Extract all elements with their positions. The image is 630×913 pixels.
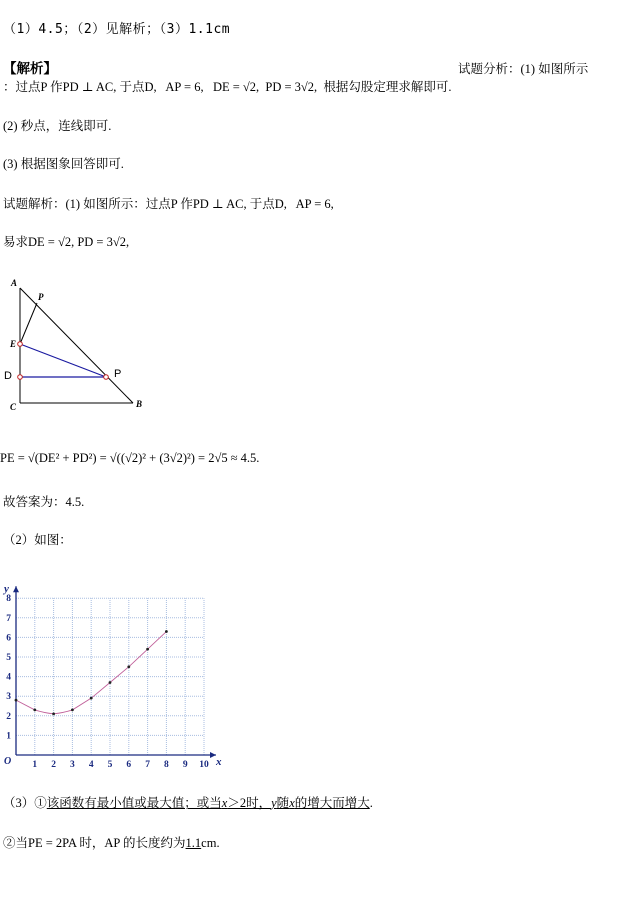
- label-p: P: [114, 368, 122, 380]
- part3-answer2-value: 1.1: [185, 836, 202, 850]
- analysis-line2: (2) 秒点，连线即可.: [3, 119, 112, 133]
- function-chart: [0, 575, 230, 770]
- y-tick-label: 7: [6, 613, 11, 624]
- analysis-right-heading: 试题分析：(1) 如图所示: [458, 62, 589, 76]
- part3-answer1: [47, 796, 370, 810]
- part3-line1: [3, 794, 373, 812]
- answer-part1: （1）4.5；: [3, 22, 77, 37]
- answer-part3: （3）1.1cm: [159, 22, 231, 37]
- y-tick-label: 2: [6, 711, 11, 722]
- solution-line1: [3, 195, 334, 213]
- triangle-svg: [0, 278, 160, 413]
- x-tick-label: 9: [182, 760, 188, 770]
- x-tick-label: 4: [88, 760, 94, 770]
- y-tick-label: 6: [6, 633, 11, 644]
- part3-answer1-a: 该函数有最小值或最大值；或当: [46, 796, 222, 810]
- x-tick-label: 2: [51, 760, 56, 770]
- origin-label: O: [4, 756, 12, 767]
- analysis-line1: [3, 78, 452, 96]
- part3-answer1-c: 的增大而增大: [294, 796, 370, 810]
- data-point: [127, 665, 130, 668]
- y-tick-label: 5: [6, 653, 11, 663]
- data-point: [146, 648, 149, 651]
- analysis-line3: (3) 根据图象回答即可.: [3, 157, 124, 171]
- data-point: [90, 697, 93, 700]
- y-tick-label: 4: [6, 672, 11, 683]
- x-tick-label: 1: [32, 760, 38, 770]
- label-p-top: P: [38, 292, 44, 302]
- part3-answer1-end: .: [369, 796, 373, 810]
- answer-line: [3, 21, 230, 39]
- data-point: [109, 681, 112, 684]
- chart-svg: [0, 575, 230, 770]
- segment-ep: [20, 303, 37, 344]
- data-point: [33, 709, 36, 712]
- point-p: [104, 375, 109, 380]
- side-ab: [20, 288, 133, 403]
- part3-answer2-unit: cm.: [201, 836, 220, 850]
- solution-line1-text: 试题解析：(1) 如图所示：过点P 作PD ⊥ AC, 于点D,: [3, 197, 287, 211]
- label-c: C: [10, 402, 17, 412]
- analysis-tag: 【解析】: [3, 61, 57, 77]
- x-tick-label: 8: [164, 760, 169, 770]
- analysis-line1-pd: PD = 3√2,: [265, 80, 318, 94]
- x-tick-label: 3: [70, 760, 75, 770]
- data-point: [52, 712, 55, 715]
- part2-heading: （2）如图：: [3, 533, 72, 547]
- label-d: D: [4, 370, 12, 382]
- pe-formula-text: PE = √(DE² + PD²) = √((√2)² + (3√2)²) = 2√5 ≈ 4.5.: [0, 451, 260, 465]
- answer-part2: （2）见解析；: [76, 22, 160, 37]
- y-tick-label: 1: [6, 731, 11, 742]
- analysis-line1-pre: ：过点P 作PD ⊥ AC, 于点D,: [3, 80, 157, 94]
- y-tick-label: 8: [6, 594, 11, 605]
- part3-answer2-text: ②当PE = 2PA 时，AP 的长度约为: [3, 836, 186, 850]
- x-tick-label: 10: [199, 760, 209, 770]
- y-axis-label: y: [4, 583, 9, 596]
- solution-line1-ap: AP = 6,: [295, 197, 334, 211]
- label-b: B: [136, 399, 143, 409]
- data-point: [15, 699, 18, 702]
- data-point: [71, 709, 74, 712]
- y-axis-arrow: [13, 586, 19, 592]
- data-point: [165, 630, 168, 633]
- part3-prefix: （3）①: [3, 796, 47, 810]
- label-e: E: [10, 339, 17, 349]
- part3-answer1-y: y: [271, 796, 277, 810]
- y-tick-label: 3: [6, 692, 11, 703]
- point-e: [18, 342, 23, 347]
- part3-answer1-gt: ＞2时，: [227, 796, 272, 810]
- x-axis-label: x: [216, 756, 222, 768]
- triangle-figure: [0, 278, 160, 413]
- analysis-line1-post: 根据勾股定理求解即可.: [323, 80, 452, 94]
- part3-answer1-b: 随: [276, 796, 290, 810]
- pe-formula: [0, 449, 259, 467]
- part3-answer1-x2: x: [289, 796, 295, 810]
- solution-line2: 易求DE = √2, PD = 3√2,: [3, 235, 130, 249]
- part3-answer1-x: x: [221, 796, 228, 810]
- part3-line2: [3, 834, 220, 852]
- analysis-line1-ap: AP = 6,: [165, 80, 204, 94]
- point-d: [18, 375, 23, 380]
- x-tick-label: 5: [107, 760, 113, 770]
- segment-e-p: [20, 344, 106, 377]
- answer-text: 故答案为：4.5.: [3, 495, 85, 509]
- x-tick-label: 6: [126, 760, 132, 770]
- label-a: A: [11, 278, 18, 288]
- analysis-line1-de: DE = √2,: [212, 80, 260, 94]
- x-tick-label: 7: [145, 760, 150, 770]
